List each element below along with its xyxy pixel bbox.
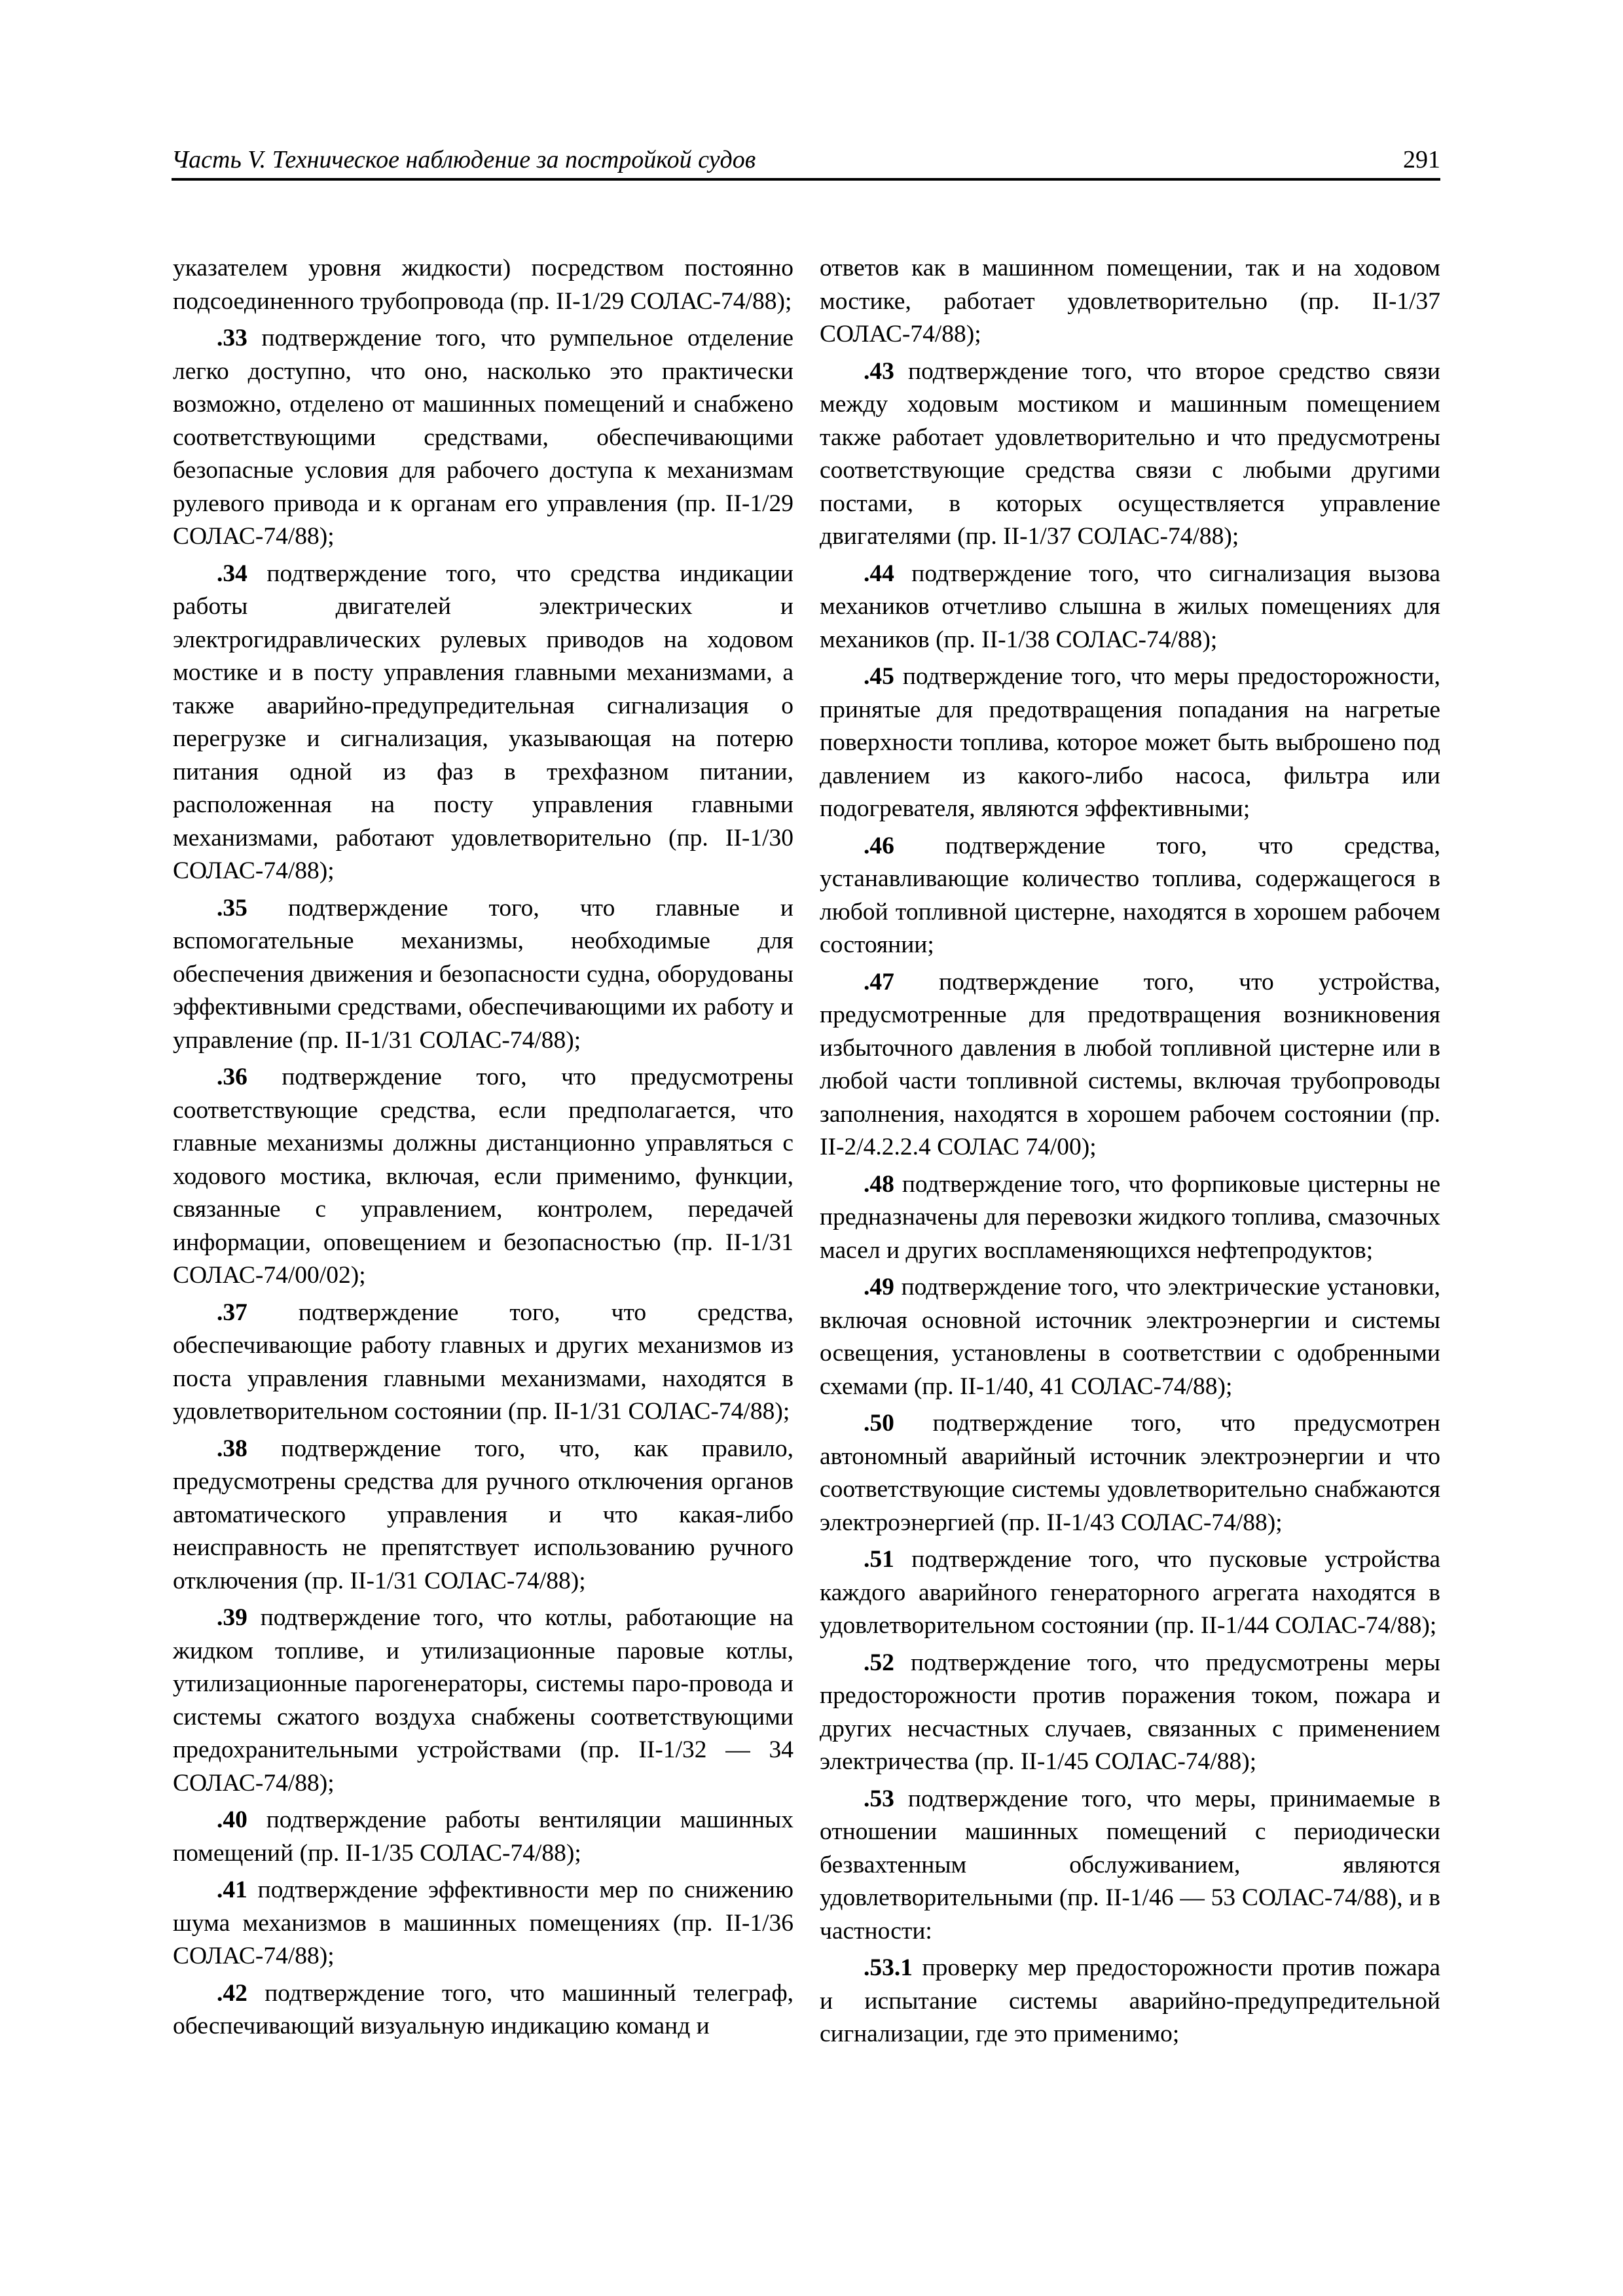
clause-number: .45 xyxy=(864,663,894,690)
clause-text: подтверждение того, что меры, принимаемые в отношении машинных помещений с периодически безвахтенным обслуживанием, являются удовлетворительными (пр. II-1/46 — 53 СОЛАС-74/88), и в частности: xyxy=(820,1785,1440,1945)
clause-37 xyxy=(173,1297,793,1429)
clause-number: .37 xyxy=(217,1299,247,1326)
clause-33 xyxy=(173,322,793,554)
clause-number: .36 xyxy=(217,1064,247,1090)
clause-number: .38 xyxy=(217,1435,247,1462)
clause-number: .50 xyxy=(864,1410,894,1437)
clause-number: .47 xyxy=(864,968,894,996)
clause-51 xyxy=(820,1543,1440,1643)
clause-text: подтверждение того, что котлы, работающие на жидком топливе, и утилизационные паровые котлы, утилизационные парогенераторы, системы паро-провода и системы сжатого воздуха снабжены соответствующими предохранительными устройствами (пр. II-1/32 — 34 СОЛАС-74/88); xyxy=(173,1604,793,1797)
clause-number: .35 xyxy=(217,894,247,922)
clause-text: подтверждение того, что предусмотрены соответствующие средства, если предполагается, что главные механизмы должны дистанционно управляться с ходового мостика, включая, если применимо, функции, связанные с управлением, контролем, передачей информации, оповещением и безопасностью (пр. II-1/31 СОЛАС-74/00/02); xyxy=(173,1064,793,1289)
clause-text: подтверждение того, что второе средство связи между ходовым мостиком и машинным помещением также работает удовлетворительно и что предусмотрены соответствующие средства связи с любыми другими постами, в которых осуществляется управление двигателями (пр. II-1/37 СОЛАС-74/88); xyxy=(820,357,1440,550)
clause-number: .40 xyxy=(217,1806,247,1833)
clause-text: подтверждение того, что предусмотрен автономный аварийный источник электроэнергии и что соответствующие системы удовлетворительно снабжаются электроэнергией (пр. II-1/43 СОЛАС-74/88); xyxy=(820,1410,1440,1536)
left-column xyxy=(173,252,793,2047)
clause-36 xyxy=(173,1061,793,1293)
clause-text: подтверждение того, что главные и вспомогательные механизмы, необходимые для обеспечения движения и безопасности судна, оборудованы эффективными средствами, обеспечивающими их работу и управление (пр. II-1/31 СОЛАС-74/88); xyxy=(173,894,793,1054)
running-header xyxy=(172,143,1440,177)
clause-text: подтверждение работы вентиляции машинных помещений (пр. II-1/35 СОЛАС-74/88); xyxy=(173,1806,793,1867)
clause-text: подтверждение того, что устройства, предусмотренные для предотвращения возникновения избыточного давления в любой топливной цистерне или в любой части топливной системы, включая трубопроводы заполнения, находятся в хорошем рабочем состоянии (пр. II-2/4.2.2.4 СОЛАС 74/00); xyxy=(820,968,1440,1160)
paragraph-continuation: ответов как в машинном помещении, так и на ходовом мостике, работает удовлетворительно (пр. II-1/37 СОЛАС-74/88); xyxy=(820,255,1440,348)
clause-text: подтверждение того, что средства, устанавливающие количество топлива, содержащегося в любой топливной цистерне, находятся в хорошем рабочем состоянии; xyxy=(820,832,1440,958)
clause-53-1 xyxy=(820,1952,1440,2051)
clause-number: .44 xyxy=(864,560,894,587)
clause-50 xyxy=(820,1407,1440,1539)
clause-47 xyxy=(820,966,1440,1164)
clause-42 xyxy=(173,1977,793,2043)
clause-34 xyxy=(173,558,793,888)
clause-number: .48 xyxy=(864,1170,894,1198)
clause-text: подтверждение того, что предусмотрены меры предосторожности против поражения током, пожара и других несчастных случаев, связанных с применением электричества (пр. II-1/45 СОЛАС-74/88); xyxy=(820,1649,1440,1775)
clause-40 xyxy=(173,1804,793,1870)
clause-text: подтверждение того, что пусковые устройства каждого аварийного генераторного агрегата находятся в удовлетворительном состоянии (пр. II-1/44 СОЛАС-74/88); xyxy=(820,1546,1440,1639)
paragraph-continuation: указателем уровня жидкости) посредством постоянно подсоединенного трубопровода (пр. II-1/29 СОЛАС-74/88); xyxy=(173,255,793,315)
clause-53 xyxy=(820,1783,1440,1948)
clause-text: проверку мер предосторожности против пожара и испытание системы аварийно-предупредительной сигнализации, где это применимо; xyxy=(820,1954,1440,2047)
clause-text: подтверждение того, что средства индикации работы двигателей электрических и электрогидравлических рулевых приводов на ходовом мостике и в посту управления главными механизмами, а также аварийно-предупредительная сигнализация о перегрузке и сигнализация, указывающая на потерю питания одной из фаз в трехфазном питании, расположенная на посту управления главными механизмами, работают удовлетворительно (пр. II-1/30 СОЛАС-74/88); xyxy=(173,560,793,884)
clause-number: .46 xyxy=(864,832,894,859)
clause-number: .42 xyxy=(217,1979,247,2007)
clause-number: .49 xyxy=(864,1274,894,1300)
clause-35 xyxy=(173,892,793,1058)
clause-number: .34 xyxy=(217,560,247,587)
clause-38 xyxy=(173,1433,793,1598)
clause-number: .53 xyxy=(864,1785,894,1812)
clause-45 xyxy=(820,660,1440,826)
clause-43 xyxy=(820,355,1440,554)
clause-text: подтверждение того, что средства, обеспечивающие работу главных и других механизмов из поста управления главными механизмами, находятся в удовлетворительном состоянии (пр. II-1/31 СОЛАС-74/88); xyxy=(173,1299,793,1425)
clause-number: .51 xyxy=(864,1546,894,1573)
header-rule xyxy=(172,178,1440,181)
clause-text: подтверждение того, что сигнализация вызова механиков отчетливо слышна в жилых помещениях для механиков (пр. II-1/38 СОЛАС-74/88); xyxy=(820,560,1440,653)
clause-text: подтверждение того, что, как правило, предусмотрены средства для ручного отключения органов автоматического управления и что какая-либо неисправность не препятствует использованию ручного отключения (пр. II-1/31 СОЛАС-74/88); xyxy=(173,1435,793,1594)
clause-44 xyxy=(820,558,1440,657)
clause-46 xyxy=(820,830,1440,962)
header-title: Часть V. Техническое наблюдение за постройкой судов xyxy=(172,146,756,173)
clause-text: подтверждение эффективности мер по снижению шума механизмов в машинных помещениях (пр. II-1/36 СОЛАС-74/88); xyxy=(173,1876,793,1969)
clause-text: подтверждение того, что меры предосторожности, принятые для предотвращения попадания на нагретые поверхности топлива, которое может быть выброшено под давлением из какого-либо насоса, фильтра или подогревателя, являются эффективными; xyxy=(820,663,1440,822)
clause-48 xyxy=(820,1168,1440,1268)
clause-number: .33 xyxy=(217,325,247,351)
clause-text: подтверждение того, что электрические установки, включая основной источник электроэнергии и системы освещения, установлены в соответствии с одобренными схемами (пр. II-1/40, 41 СОЛАС-74/88); xyxy=(820,1274,1440,1400)
clause-text: подтверждение того, что форпиковые цистерны не предназначены для перевозки жидкого топлива, смазочных масел и других воспламеняющихся нефтепродуктов; xyxy=(820,1170,1440,1264)
clause-text: подтверждение того, что румпельное отделение легко доступно, что оно, насколько это практически возможно, отделено от машинных помещений и снабжено соответствующими средствами, обеспечивающими безопасные условия для рабочего доступа к механизмам рулевого привода и к органам его управления (пр. II-1/29 СОЛАС-74/88); xyxy=(173,325,793,550)
clause-number: .43 xyxy=(864,357,894,385)
clause-number: .39 xyxy=(217,1604,247,1631)
clause-49 xyxy=(820,1271,1440,1403)
clause-41 xyxy=(173,1874,793,1973)
clause-52 xyxy=(820,1647,1440,1779)
right-column xyxy=(820,252,1440,2055)
clause-number: .52 xyxy=(864,1649,894,1676)
page-number: 291 xyxy=(1403,146,1440,173)
clause-number: .41 xyxy=(217,1876,247,1903)
clause-39 xyxy=(173,1602,793,1800)
clause-text: подтверждение того, что машинный телеграф, обеспечивающий визуальную индикацию команд и xyxy=(173,1979,793,2039)
clause-number: .53.1 xyxy=(864,1954,913,1981)
